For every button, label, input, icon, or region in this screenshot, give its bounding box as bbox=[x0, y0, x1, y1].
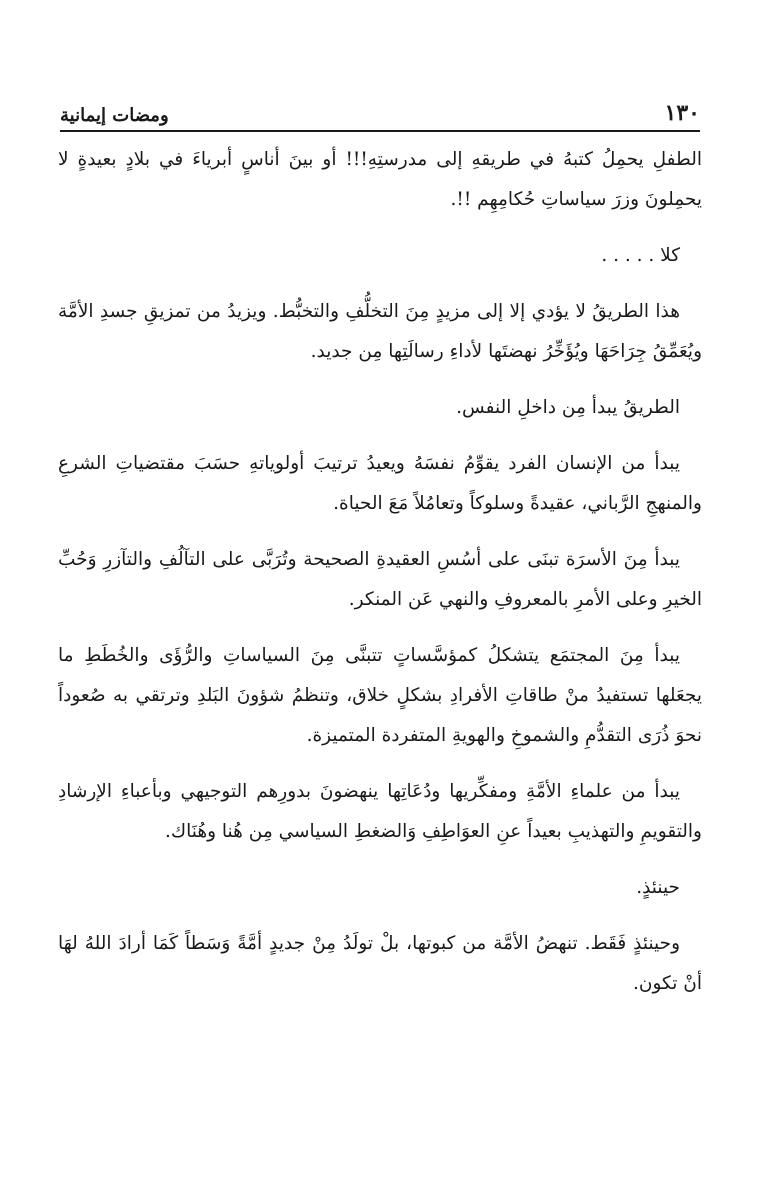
paragraph: يبدأ مِنَ الأسرَة تبنَى على أسُسِ العقيدةِ الصحيحة وتُرَبَّى على التآلُفِ والتآزرِ وَحُبِّ الخيرِ وعلى الأمرِ بالمعروفِ والنهي عَن المنكر. bbox=[58, 549, 702, 610]
paragraph: يبدأ مِنَ المجتمَع يتشكلُ كمؤسَّساتٍ تتبنَّى مِنَ السياساتِ والرُّؤَى والخُطَطِ ما يجعَلها تستفيدُ منْ طاقاتِ الأفرادِ بشكلٍ خلاق، وتنظمُ شؤونَ البَلدِ وترتقي به صُعوداً نحوَ ذُرَى التقدُّمِ والشموخِ والهويةِ المتفردة المتميزة. bbox=[58, 645, 702, 746]
paragraph: حينئذٍ. bbox=[636, 877, 680, 898]
paragraph: وحينئذٍ فَقَط. تنهضُ الأمَّة من كبوتها، بلْ تولَدُ مِنْ جديدٍ أمَّةً وَسَطاً كَمَا أرادَ اللهُ لهَا أنْ تكون. bbox=[58, 933, 702, 994]
book-title: ومضات إيمانية bbox=[60, 105, 169, 126]
paragraph: هذا الطريقُ لا يؤدي إلا إلى مزيدٍ مِنَ التخلُّفِ والتخبُّط. ويزيدُ من تمزيقِ جسدِ الأمَّة ويُعَمِّقُ جِرَاحَهَا ويُؤَخِّرُ نهضتَها لأداءِ رسالَتِها مِن جديد. bbox=[58, 301, 702, 362]
paragraph: يبدأ من علماءِ الأمَّةِ ومفكِّريها ودُعَاتِها ينهضونَ بدورِهم التوجيهي وبأعباءِ الإرشادِ والتقويمِ والتهذيبِ بعيداً عنِ العوَاطِفِ وَالضغطِ السياسي مِن هُنا وهُنَاك. bbox=[58, 781, 702, 842]
running-header bbox=[60, 92, 700, 132]
page-number: ١٣٠ bbox=[664, 100, 700, 126]
paragraph: الطفلِ يحمِلُ كتبهُ في طريقهِ إلى مدرستِهِ!!! أو بينَ أناسٍ أبرياءَ في بلادٍ بعيدةٍ لا يحمِلونَ وزرَ سياساتِ حُكامِهِم !!. bbox=[58, 149, 702, 210]
paragraph: يبدأ من الإنسان الفرد يقوِّمُ نفسَهُ ويعيدُ ترتيبَ أولوياتهِ حسَبَ مقتضياتِ الشرعِ والمنهجِ الرَّباني، عقيدةً وسلوكاً وتعامُلاً مَعَ الحياة. bbox=[58, 453, 702, 514]
paragraph: الطريقُ يبدأ مِن داخلِ النفس. bbox=[456, 397, 680, 418]
paragraph: كلا . . . . . bbox=[601, 245, 680, 266]
body-text bbox=[58, 140, 702, 1020]
